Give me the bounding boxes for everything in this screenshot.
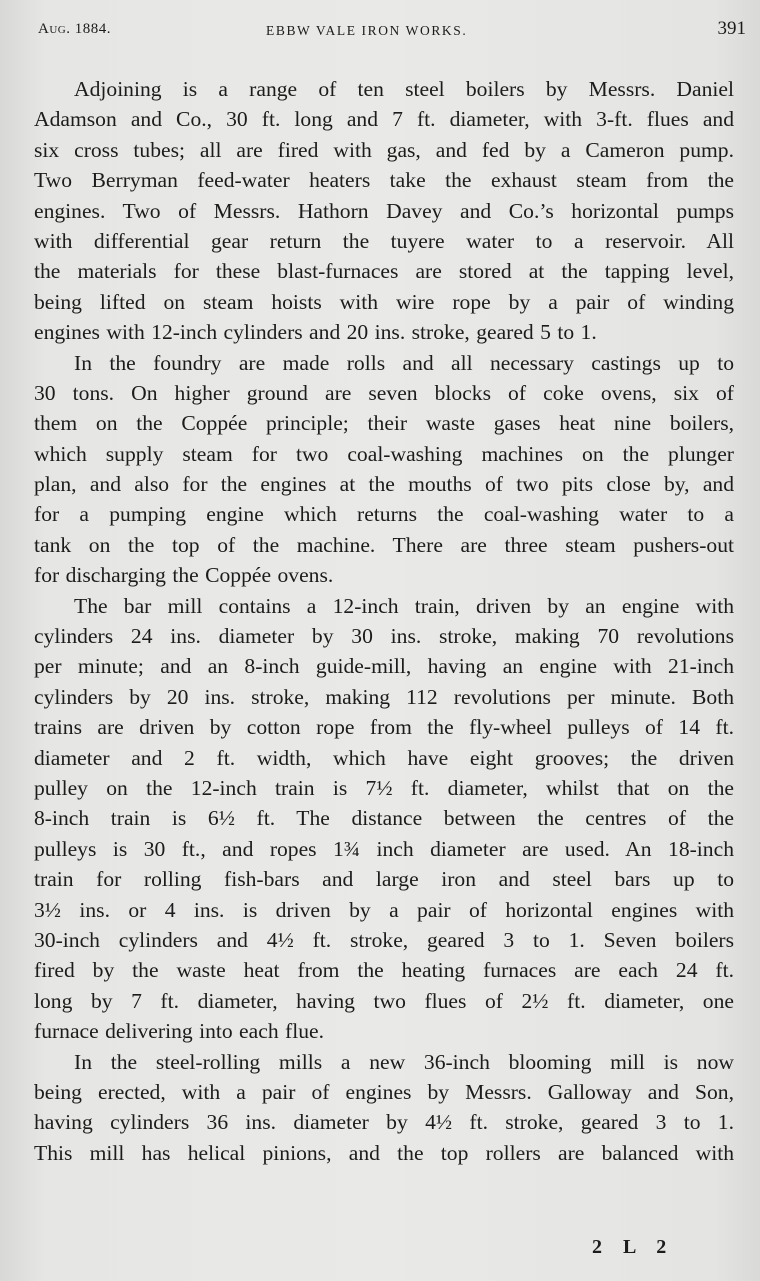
text-line: Adjoining is a range of ten steel boilers by Messrs. Daniel <box>74 77 734 101</box>
text-line: train for rolling fish-bars and large iron and steel bars up to <box>34 867 734 892</box>
text-line: engines. Two of Messrs. Hathorn Davey and Co.’s horizontal pumps <box>34 198 734 223</box>
signature-mark: 2 L 2 <box>592 1236 675 1258</box>
text-line: In the steel-rolling mills a new 36-inch blooming mill is now <box>74 1049 734 1074</box>
text-line: engines with 12-inch cylinders and 20 ins. stroke, geared 5 to 1. <box>34 320 597 345</box>
text-line: 8-inch train is 6½ ft. The distance between the centres of the <box>34 806 734 831</box>
text-line: Two Berryman feed-water heaters take the exhaust steam from the <box>34 168 734 193</box>
text-line: furnace delivering into each flue. <box>34 1019 324 1044</box>
text-line: per minute; and an 8-inch guide-mill, having an engine with 21-inch <box>34 654 734 679</box>
body-text <box>34 74 734 1168</box>
paragraph-bar-mill <box>34 591 734 1047</box>
text-line: the materials for these blast-furnaces are stored at the tapping level, <box>34 259 734 284</box>
text-line: for discharging the Coppée ovens. <box>34 563 334 588</box>
text-line: This mill has helical pinions, and the top rollers are balanced with <box>34 1140 734 1165</box>
text-line: The bar mill contains a 12-inch train, driven by an engine with <box>74 593 734 618</box>
text-line: pulley on the 12-inch train is 7½ ft. diameter, whilst that on the <box>34 775 734 800</box>
text-line: them on the Coppée principle; their waste gases heat nine boilers, <box>34 411 734 436</box>
text-line: 30 tons. On higher ground are seven blocks of coke ovens, six of <box>34 380 734 405</box>
page-number: 391 <box>717 18 746 39</box>
text-line: tank on the top of the machine. There are three steam pushers-out <box>34 532 734 557</box>
text-line: six cross tubes; all are fired with gas, and fed by a Cameron pump. <box>34 137 734 162</box>
text-line: fired by the waste heat from the heating furnaces are each 24 ft. <box>34 958 734 983</box>
running-head-date: Aug. 1884. <box>38 21 111 37</box>
text-line: which supply steam for two coal-washing machines on the plunger <box>34 441 734 466</box>
text-line: pulleys is 30 ft., and ropes 1¾ inch diameter are used. An 18-inch <box>34 836 734 861</box>
text-line: with differential gear return the tuyere water to a reservoir. All <box>34 228 734 253</box>
text-line: In the foundry are made rolls and all necessary castings up to <box>74 350 734 375</box>
text-line: 30-inch cylinders and 4½ ft. stroke, geared 3 to 1. Seven boilers <box>34 927 734 952</box>
text-line: diameter and 2 ft. width, which have eight grooves; the driven <box>34 745 734 770</box>
text-line: being lifted on steam hoists with wire rope by a pair of winding <box>34 289 734 314</box>
paragraph-steel-rolling <box>34 1047 734 1169</box>
text-line: 3½ ins. or 4 ins. is driven by a pair of horizontal engines with <box>34 897 734 922</box>
paragraph-foundry <box>34 348 734 591</box>
text-line: being erected, with a pair of engines by Messrs. Galloway and Son, <box>34 1079 734 1104</box>
text-line: long by 7 ft. diameter, having two flues of 2½ ft. diameter, one <box>34 988 734 1013</box>
text-line: cylinders 24 ins. diameter by 30 ins. stroke, making 70 revolutions <box>34 624 734 649</box>
paragraph-boilers <box>34 74 734 348</box>
text-line: having cylinders 36 ins. diameter by 4½ ft. stroke, geared 3 to 1. <box>34 1110 734 1135</box>
text-line: Adamson and Co., 30 ft. long and 7 ft. diameter, with 3-ft. flues and <box>34 107 734 132</box>
text-line: trains are driven by cotton rope from the fly-wheel pulleys of 14 ft. <box>34 715 734 740</box>
running-head-title: EBBW VALE IRON WORKS. <box>266 23 468 38</box>
text-line: for a pumping engine which returns the coal-washing water to a <box>34 502 734 527</box>
text-line: cylinders by 20 ins. stroke, making 112 revolutions per minute. Both <box>34 684 734 709</box>
running-head <box>38 18 746 44</box>
text-line: plan, and also for the engines at the mouths of two pits close by, and <box>34 472 734 497</box>
